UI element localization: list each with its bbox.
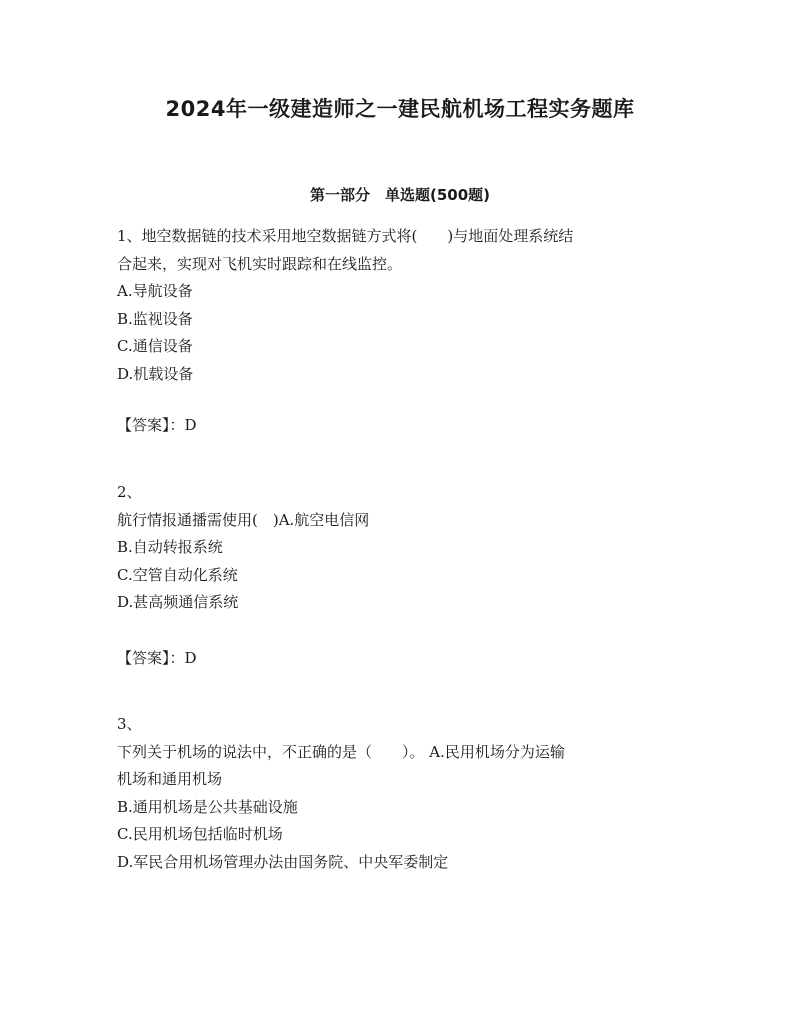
question-1-option-b: B.监视设备 bbox=[117, 309, 193, 328]
question-2-stem-line-1: 航行情报通播需使用( )A.航空电信网 bbox=[117, 510, 370, 529]
question-2-option-c: C.空管自动化系统 bbox=[117, 565, 238, 584]
document-title: 2024年一级建造师之一建民航机场工程实务题库 bbox=[165, 97, 635, 121]
question-1-option-a: A.导航设备 bbox=[117, 282, 193, 300]
question-2-option-b: B.自动转报系统 bbox=[117, 538, 223, 556]
question-3-stem-line-2: 机场和通用机场 bbox=[117, 770, 223, 788]
question-2-option-d: D.甚高频通信系统 bbox=[117, 593, 239, 611]
question-3-number: 3、 bbox=[117, 715, 142, 733]
question-1 bbox=[117, 223, 687, 388]
section-title: 第一部分 单选题(500题) bbox=[309, 186, 491, 204]
question-1-option-c: C.通信设备 bbox=[117, 337, 193, 355]
question-3-option-b: B.通用机场是公共基础设施 bbox=[117, 797, 298, 816]
question-3 bbox=[117, 711, 687, 876]
question-1-option-d: D.机载设备 bbox=[117, 364, 194, 383]
question-3-stem-line-1: 下列关于机场的说法中，不正确的是（ ）。 A.民用机场分为运输 bbox=[117, 742, 565, 761]
question-1-stem-line-2: 合起来，实现对飞机实时跟踪和在线监控。 bbox=[117, 254, 403, 273]
question-1-answer: 【答案】：D bbox=[117, 416, 197, 434]
question-2-answer: 【答案】：D bbox=[117, 649, 197, 667]
question-2 bbox=[117, 479, 687, 617]
question-1-stem-line-1: 1、地空数据链的技术采用地空数据链方式将( )与地面处理系统结 bbox=[117, 227, 574, 245]
question-3-option-c: C.民用机场包括临时机场 bbox=[117, 825, 283, 843]
question-2-number: 2、 bbox=[117, 483, 142, 501]
question-3-option-d: D.军民合用机场管理办法由国务院、中央军委制定 bbox=[117, 852, 449, 871]
